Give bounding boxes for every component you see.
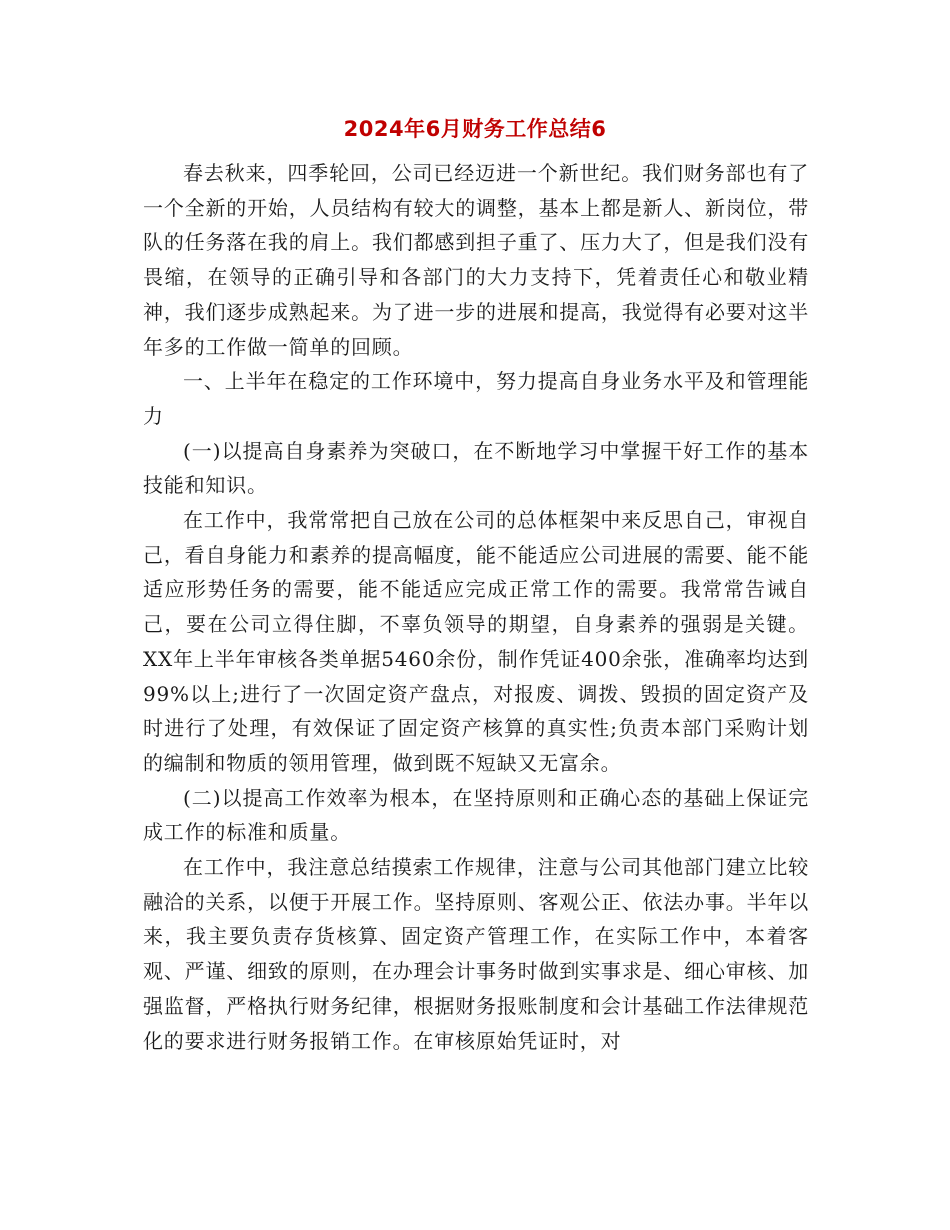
paragraph-section-heading: 一、上半年在稳定的工作环境中，努力提高自身业务水平及和管理能力 bbox=[143, 369, 809, 428]
document-body bbox=[143, 156, 809, 1058]
document-title: 2024年6月财务工作总结6 bbox=[343, 117, 607, 141]
paragraph-subsection-1: (一)以提高自身素养为突破口，在不断地学习中掌握干好工作的基本技能和知识。 bbox=[143, 438, 809, 498]
paragraph-intro: 春去秋来，四季轮回，公司已经迈进一个新世纪。我们财务部也有了一个全新的开始，人员结构有较大的调整，基本上都是新人、新岗位，带队的任务落在我的肩上。我们都感到担子重了、压力大了，但是我们没有畏缩，在领导的正确引导和各部门的大力支持下，凭着责任心和敬业精神，我们逐步成熟起来。为了进一步的进展和提高，我觉得有必要对这半年多的工作做一简单的回顾。 bbox=[143, 161, 809, 359]
paragraph-subsection-2: (二)以提高工作效率为根本，在坚持原则和正确心态的基础上保证完成工作的标准和质量。 bbox=[143, 785, 809, 845]
paragraph-body-1: 在工作中，我常常把自己放在公司的总体框架中来反思自己，审视自己，看自身能力和素养的提高幅度，能不能适应公司进展的需要、能不能适应形势任务的需要，能不能适应完成正常工作的需要。我常常告诫自己，要在公司立得住脚，不辜负领导的期望，自身素养的强弱是关键。XX年上半年审核各类单据5460余份，制作凭证400余张，准确率均达到99%以上;进行了一次固定资产盘点，对报废、调拨、毁损的固定资产及时进行了处理，有效保证了固定资产核算的真实性;负责本部门采购计划的编制和物质的领用管理，做到既不短缺又无富余。 bbox=[143, 508, 809, 775]
paragraph-body-2: 在工作中，我注意总结摸索工作规律，注意与公司其他部门建立比较融洽的关系，以便于开展工作。坚持原则、客观公正、依法办事。半年以来，我主要负责存货核算、固定资产管理工作，在实际工作中，本着客观、严谨、细致的原则，在办理会计事务时做到实事求是、细心审核、加强监督，严格执行财务纪律，根据财务报账制度和会计基础工作法律规范化的要求进行财务报销工作。在审核原始凭证时，对 bbox=[143, 855, 809, 1053]
